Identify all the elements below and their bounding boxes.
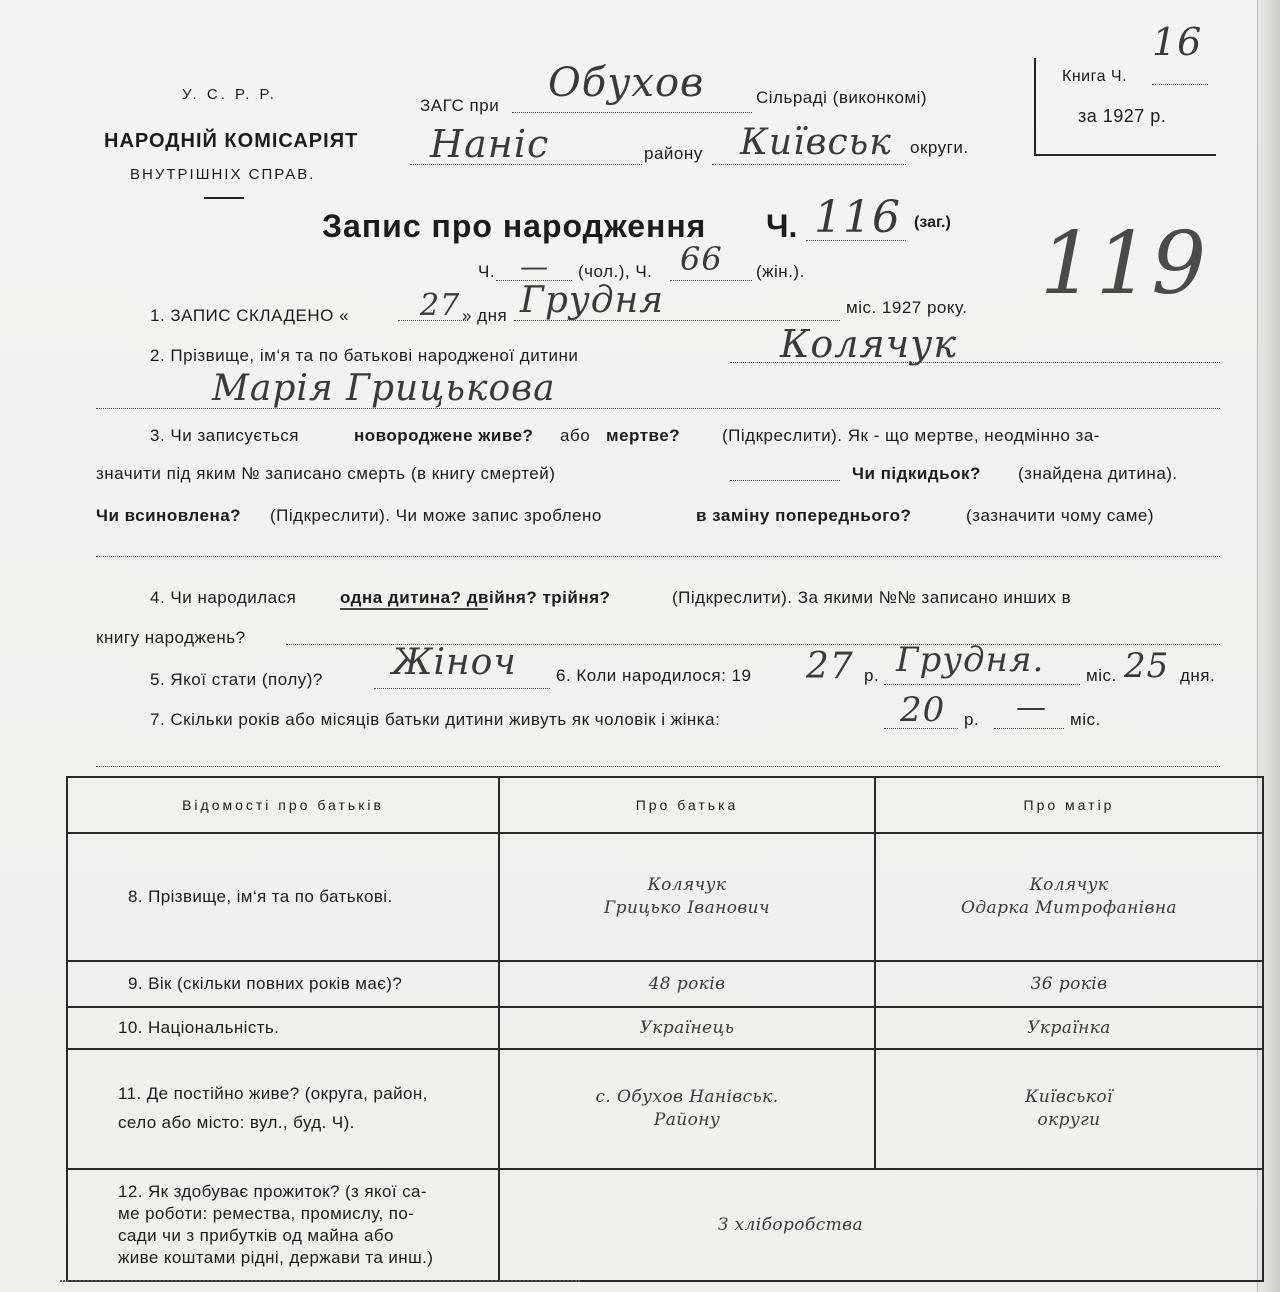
item2-line2 bbox=[96, 408, 1220, 409]
item4-line1-c: (Підкреслити). За якими №№ записано инших в bbox=[672, 588, 1072, 607]
item3-line3-d: (зазначити чому саме) bbox=[966, 506, 1155, 525]
item1-day-label: » дня bbox=[462, 306, 508, 325]
item3-replacement: в заміну попереднього? bbox=[696, 506, 912, 525]
mother-residence: Київської округи bbox=[875, 1049, 1263, 1169]
book-year: за 1927 р. bbox=[1078, 106, 1167, 126]
father-residence: с. Обухов Нанівськ. Району bbox=[499, 1049, 875, 1169]
table-row bbox=[67, 1049, 1263, 1169]
district-value: Наніс bbox=[430, 122, 550, 166]
row-label: 12. Як здобуває прожиток? (з якої са- ме роботи: ремества, промислу, по- сади чи з прибутків од майна або живе коштами рідні, держави та инш.) bbox=[67, 1169, 499, 1281]
item1-month: Грудня bbox=[520, 280, 665, 321]
item3-line1-a: 3. Чи записується bbox=[150, 426, 299, 445]
father-nationality: Українець bbox=[499, 1007, 875, 1049]
item4-options: одна дитина? двійня? трійня? bbox=[340, 588, 611, 607]
item3-foundling: Чи підкидьок? bbox=[852, 464, 981, 483]
father-name: Колячук Грицько Іванович bbox=[499, 833, 875, 961]
female-count: 66 bbox=[680, 240, 723, 278]
okrug-label: округи. bbox=[910, 138, 969, 157]
item7-years-line bbox=[884, 728, 958, 729]
header-info: Відомості про батьків bbox=[67, 777, 499, 833]
book-label: Книга Ч. bbox=[1062, 68, 1128, 85]
district-line bbox=[410, 164, 642, 165]
row-label: 10. Національність. bbox=[67, 1007, 499, 1049]
item4-line2: книгу народжень? bbox=[96, 628, 246, 647]
parents-table bbox=[66, 776, 1264, 1282]
mother-occupation bbox=[875, 1169, 1263, 1281]
mother-nationality: Українка bbox=[875, 1007, 1263, 1049]
item4-underline bbox=[340, 608, 488, 610]
state-label: У. С. Р. Р. bbox=[182, 86, 277, 103]
item3-line bbox=[96, 556, 1220, 557]
female-line bbox=[670, 280, 752, 281]
council-label: Сільраді (виконкомі) bbox=[756, 88, 928, 107]
row-label: 11. Де постійно живе? (округа, район, село або місто: вул., буд. Ч). bbox=[67, 1049, 499, 1169]
record-title: Запис про народження bbox=[322, 208, 707, 244]
district-label: району bbox=[644, 144, 703, 163]
item3-line2-a: значити під яким № записано смерть (в книгу смертей) bbox=[96, 464, 556, 483]
okrug-line bbox=[712, 164, 906, 165]
header-divider bbox=[204, 197, 244, 199]
bottom-line bbox=[60, 1280, 580, 1282]
item1-day-line bbox=[398, 320, 468, 321]
item3-or: або bbox=[560, 426, 591, 445]
item6-dnya: дня. bbox=[1180, 666, 1216, 685]
item7-months-line bbox=[994, 728, 1064, 729]
item3-alive: новороджене живе? bbox=[354, 426, 534, 445]
record-number: 116 bbox=[814, 192, 901, 243]
record-number-label: Ч. bbox=[766, 208, 798, 244]
item7-years: 20 bbox=[900, 690, 946, 730]
item6-r: р. bbox=[864, 666, 880, 685]
header-mother: Про матір bbox=[875, 777, 1263, 833]
commissariat-title: НАРОДНІЙ КОМІСАРІЯТ bbox=[104, 130, 359, 152]
item5-label: 5. Якої стати (полу)? bbox=[150, 670, 323, 689]
table-row bbox=[67, 1169, 1263, 1281]
item3-line2-c: (знайдена дитина). bbox=[1018, 464, 1178, 483]
item2-label: 2. Прізвище, ім‘я та по батькові народженої дитини bbox=[150, 346, 579, 365]
item6-month: Грудня. bbox=[896, 640, 1045, 680]
item7-line bbox=[96, 766, 1220, 767]
header-father: Про батька bbox=[499, 777, 875, 833]
item5-line bbox=[374, 688, 550, 689]
male-label: Ч. bbox=[478, 262, 496, 281]
item3-dead: мертве? bbox=[606, 426, 681, 445]
record-general: (заг.) bbox=[914, 214, 951, 231]
item6-year: 27 bbox=[806, 646, 854, 687]
item6-day: 25 bbox=[1124, 646, 1170, 686]
row-label: 8. Прізвище, ім‘я та по батькові. bbox=[67, 833, 499, 961]
table-header-row bbox=[67, 777, 1263, 833]
item3-line1-e: (Підкреслити). Як - що мертве, неодмінно за- bbox=[722, 426, 1100, 445]
table-row bbox=[67, 1007, 1263, 1049]
female-suffix: (жін.). bbox=[756, 262, 805, 281]
male-suffix: (чол.), Ч. bbox=[578, 262, 653, 281]
father-age: 48 років bbox=[499, 961, 875, 1007]
okrug-value: Київськ bbox=[740, 122, 892, 163]
table-row bbox=[67, 961, 1263, 1007]
record-number-line bbox=[806, 240, 906, 241]
zags-prefix: ЗАГС при bbox=[420, 96, 500, 115]
row-label: 9. Вік (скільки повних років має)? bbox=[67, 961, 499, 1007]
page-number: 16 bbox=[1152, 20, 1203, 64]
item4-line1-a: 4. Чи народилася bbox=[150, 588, 297, 607]
village-line bbox=[512, 112, 752, 113]
male-count: — bbox=[520, 250, 549, 283]
mother-name: Колячук Одарка Митрофанівна bbox=[875, 833, 1263, 961]
item7-mis: міс. bbox=[1070, 710, 1101, 729]
item7-label: 7. Скільки років або місяців батьки дитини живуть як чоловік і жінка: bbox=[150, 710, 721, 729]
item1-year: міс. 1927 року. bbox=[846, 298, 968, 317]
mother-age: 36 років bbox=[875, 961, 1263, 1007]
item1-label: 1. ЗАПИС СКЛАДЕНО « bbox=[150, 306, 350, 325]
item1-day: 27 bbox=[420, 288, 461, 323]
item6-label: 6. Коли народилося: 19 bbox=[556, 666, 752, 685]
margin-number: 119 bbox=[1040, 214, 1208, 314]
child-name: Марія Грицькова bbox=[212, 368, 556, 409]
item7-months: — bbox=[1016, 690, 1047, 725]
department-label: ВНУТРІШНІХ СПРАВ. bbox=[130, 166, 316, 183]
item6-month-line bbox=[884, 684, 1080, 685]
item6-mis: міс. bbox=[1086, 666, 1117, 685]
book-line bbox=[1152, 84, 1208, 85]
father-occupation: З хліборобства bbox=[499, 1169, 875, 1281]
item3-line3-b: (Підкреслити). Чи може запис зроблено bbox=[270, 506, 602, 525]
item3-line2-line bbox=[730, 480, 840, 481]
item5-sex: Жіноч bbox=[392, 642, 517, 683]
item3-adopted: Чи всиновлена? bbox=[96, 506, 242, 525]
child-surname: Колячук bbox=[780, 322, 958, 366]
zags-village: Обухов bbox=[548, 60, 705, 106]
item1-month-line bbox=[514, 320, 840, 321]
table-row bbox=[67, 833, 1263, 961]
item7-r: р. bbox=[964, 710, 980, 729]
